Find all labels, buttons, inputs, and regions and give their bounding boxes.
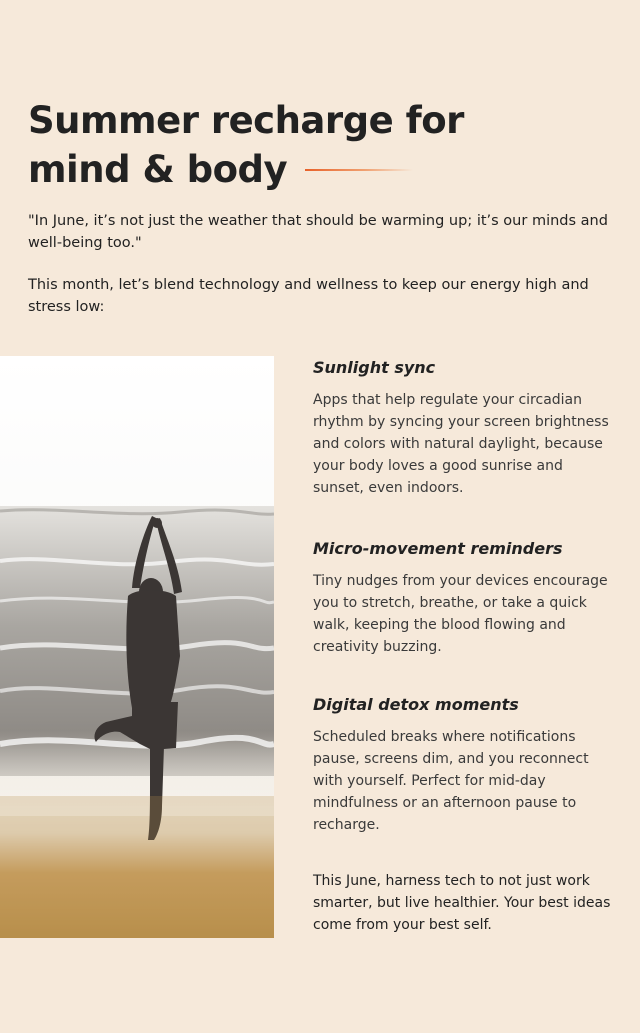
feature-title: Micro-movement reminders xyxy=(313,539,563,558)
intro-quote: "In June, it’s not just the weather that should be warming up; it’s our minds and well-being too." xyxy=(28,213,608,251)
feature-digital-detox-moments xyxy=(313,694,613,836)
title-line-2 xyxy=(28,145,588,194)
title-line-2-text: mind & body xyxy=(28,148,288,191)
closing-paragraph: This June, harness tech to not just work smarter, but live healthier. Your best ideas come from your best self. xyxy=(313,873,611,933)
feature-micro-movement-reminders xyxy=(313,538,613,658)
feature-title: Digital detox moments xyxy=(313,695,519,714)
feature-text: Scheduled breaks where notifications pause, screens dim, and you reconnect with yourself. Perfect for mid-day mindfulness or an afternoon pause to recharge. xyxy=(313,729,589,833)
title-line-1: Summer recharge for xyxy=(28,99,464,142)
feature-text: Apps that help regulate your circadian rhythm by syncing your screen brightness and colors with natural daylight, because your body loves a good sunrise and sunset, even indoors. xyxy=(313,392,609,496)
feature-sunlight-sync xyxy=(313,357,613,499)
title-accent-divider xyxy=(305,169,413,171)
feature-title: Sunlight sync xyxy=(313,358,436,377)
beach-yoga-photo xyxy=(0,356,274,938)
feature-text: Tiny nudges from your devices encourage you to stretch, breathe, or take a quick walk, keeping the blood flowing and creativity buzzing. xyxy=(313,573,608,655)
page-title xyxy=(28,96,588,194)
intro-lead: This month, let’s blend technology and wellness to keep our energy high and stress low: xyxy=(28,277,589,315)
